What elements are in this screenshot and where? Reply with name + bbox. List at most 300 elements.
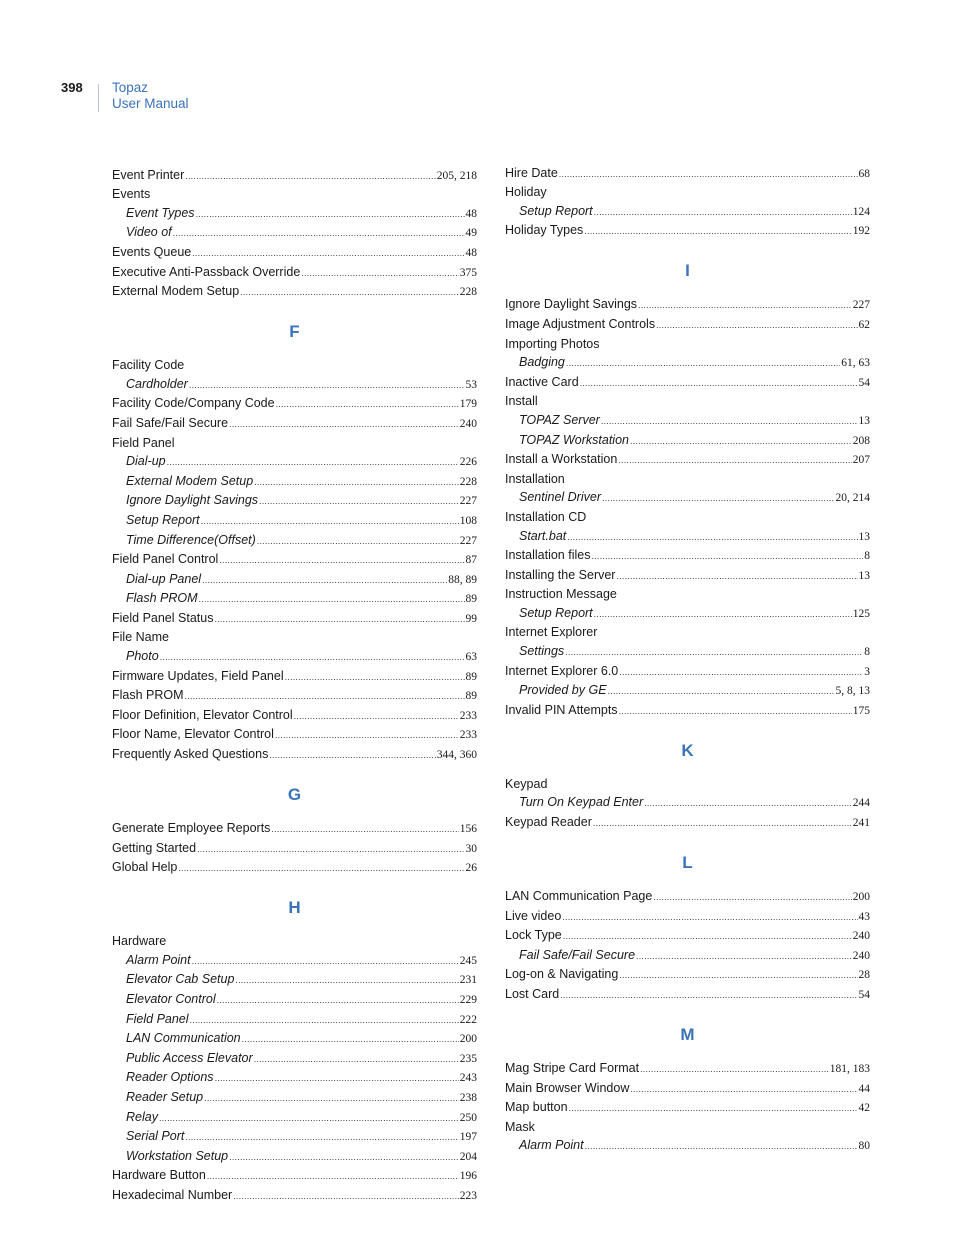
dot-leader — [201, 513, 459, 530]
index-subentry — [112, 1069, 477, 1087]
book-subtitle-line: User Manual — [112, 96, 189, 111]
index-term: Installation CD — [505, 509, 587, 524]
page-reference: 205, 218 — [436, 169, 477, 182]
dot-leader — [608, 683, 835, 700]
index-term: Setup Report — [519, 203, 593, 218]
page-reference: 43 — [858, 910, 870, 923]
index-subentry — [112, 1148, 477, 1166]
page-reference: 204 — [459, 1150, 477, 1163]
book-title — [112, 80, 189, 112]
page-reference: 175 — [852, 704, 870, 717]
index-subentry — [505, 947, 870, 965]
dot-leader — [192, 953, 459, 970]
page-reference: 240 — [852, 930, 870, 943]
index-term: Internet Explorer 6.0 — [505, 663, 619, 678]
page-header — [0, 0, 954, 140]
dot-leader — [602, 490, 835, 507]
index-letter-heading: K — [681, 740, 694, 760]
index-term: Time Difference(Offset) — [126, 532, 256, 547]
dot-leader — [618, 452, 851, 469]
index-letter-heading: H — [288, 898, 301, 918]
dot-leader — [185, 688, 465, 705]
index-subentry — [112, 512, 477, 530]
dot-leader — [229, 1149, 459, 1166]
dot-leader — [192, 245, 464, 262]
page-reference: 13 — [858, 569, 870, 582]
index-entry — [505, 776, 870, 793]
index-term: Global Help — [112, 860, 178, 875]
index-term: Installation files — [505, 548, 591, 563]
index-entry — [505, 547, 870, 565]
dot-leader — [566, 355, 840, 372]
index-subentry — [112, 453, 477, 471]
index-term: Alarm Point — [519, 1138, 584, 1153]
page-reference: 197 — [459, 1131, 477, 1144]
page-reference: 200 — [852, 891, 870, 904]
page-reference: 250 — [459, 1111, 477, 1124]
index-entry — [505, 1060, 870, 1078]
dot-leader — [254, 474, 459, 491]
index-term: Flash PROM — [112, 688, 184, 703]
dot-leader — [217, 992, 459, 1009]
index-subentry — [505, 643, 870, 661]
index-column-right — [505, 163, 870, 1155]
index-term: Event Printer — [112, 167, 185, 182]
dot-leader — [275, 727, 459, 744]
dot-leader — [242, 1031, 459, 1048]
index-term: Floor Name, Elevator Control — [112, 727, 274, 742]
dot-leader — [630, 433, 852, 450]
index-entry — [112, 726, 477, 744]
page-reference: 227 — [459, 534, 477, 547]
page-reference: 61, 63 — [841, 357, 870, 370]
index-entry — [505, 509, 870, 526]
page-number: 398 — [61, 80, 83, 95]
index-term: Start.bat — [519, 528, 567, 543]
index-entry — [112, 244, 477, 262]
index-entry — [112, 1167, 477, 1185]
dot-leader — [638, 297, 852, 314]
page-reference: 124 — [852, 205, 870, 218]
index-subentry — [112, 492, 477, 510]
page-reference: 228 — [459, 286, 477, 299]
index-entry — [505, 814, 870, 832]
page-reference: 49 — [465, 227, 477, 240]
index-entry — [505, 316, 870, 334]
dot-leader — [562, 909, 857, 926]
index-term: Lost Card — [505, 987, 560, 1001]
index-entry — [112, 1187, 477, 1205]
index-term: Sentinel Driver — [519, 490, 601, 505]
index-term: Hardware — [112, 934, 167, 949]
index-letter-heading: G — [287, 785, 302, 805]
page-reference: 48 — [465, 246, 477, 259]
index-term: Setup Report — [519, 605, 593, 620]
page-reference: 240 — [459, 417, 477, 430]
index-term: Alarm Point — [126, 952, 191, 967]
index-entry — [505, 165, 870, 183]
index-term: Badging — [519, 355, 565, 370]
index-term: Reader Setup — [126, 1089, 204, 1104]
dot-leader — [560, 987, 857, 1004]
page-reference: 28 — [858, 969, 870, 982]
dot-leader — [644, 795, 852, 812]
index-entry — [505, 393, 870, 410]
index-entry — [505, 296, 870, 314]
index-entry — [112, 167, 477, 185]
dot-leader — [569, 1100, 858, 1117]
dot-leader — [199, 591, 465, 608]
dot-leader — [235, 972, 458, 989]
index-term: Field Panel — [112, 435, 175, 450]
index-term: Workstation Setup — [126, 1148, 229, 1163]
dot-leader — [190, 1012, 459, 1029]
page-reference: 54 — [858, 376, 870, 389]
dot-leader — [294, 708, 459, 725]
dot-leader — [594, 204, 852, 221]
index-subentry — [112, 1089, 477, 1107]
index-term: LAN Communication — [126, 1031, 241, 1046]
index-term: TOPAZ Server — [519, 412, 600, 427]
index-entry — [505, 567, 870, 585]
index-letter-heading: F — [289, 322, 300, 342]
index-term: Elevator Control — [126, 992, 216, 1006]
page-reference: 13 — [858, 414, 870, 427]
dot-leader — [185, 168, 435, 185]
dot-leader — [207, 1168, 459, 1185]
page-reference: 229 — [459, 994, 477, 1006]
dot-leader — [269, 747, 435, 764]
index-entry — [505, 184, 870, 201]
index-term: External Modem Setup — [126, 473, 254, 488]
index-term: Public Access Elevator — [126, 1050, 253, 1065]
dot-leader — [233, 1188, 459, 1205]
index-entry — [112, 668, 477, 686]
index-entry — [505, 908, 870, 926]
index-term: External Modem Setup — [112, 284, 240, 299]
index-term: Video of — [126, 225, 172, 240]
index-subentry — [112, 571, 477, 589]
index-subentry — [505, 1137, 870, 1155]
index-entry — [505, 927, 870, 945]
page-reference: 208 — [852, 434, 870, 447]
index-term: Relay — [126, 1109, 158, 1124]
dot-leader — [653, 889, 851, 906]
dot-leader — [640, 1061, 829, 1078]
page-reference: 26 — [465, 862, 477, 875]
index-term: Field Panel — [126, 1011, 189, 1026]
index-subentry — [112, 1030, 477, 1048]
index-term: Events Queue — [112, 244, 192, 259]
index-term: Keypad Reader — [505, 815, 592, 830]
index-entry — [112, 395, 477, 413]
page-reference: 238 — [459, 1091, 477, 1104]
page-reference: 243 — [459, 1072, 477, 1085]
index-entry — [505, 1080, 870, 1098]
index-subentry — [112, 376, 477, 394]
index-entry — [505, 451, 870, 469]
index-term: Serial Port — [126, 1129, 185, 1144]
index-term: Flash PROM — [126, 591, 198, 606]
index-entry — [505, 336, 870, 353]
dot-leader — [219, 552, 464, 569]
page-reference: 5, 8, 13 — [835, 685, 870, 698]
index-entry — [112, 820, 477, 838]
page-reference: 13 — [858, 530, 870, 543]
page-reference: 222 — [459, 1013, 477, 1026]
index-term: Keypad — [505, 776, 548, 791]
page-reference: 200 — [459, 1033, 477, 1046]
index-term: Internet Explorer — [505, 625, 598, 640]
index-subentry — [112, 590, 477, 608]
page-reference: 375 — [459, 266, 477, 279]
page-reference: 62 — [858, 318, 870, 331]
index-term: Events — [112, 187, 151, 202]
index-subentry — [505, 203, 870, 221]
dot-leader — [580, 375, 858, 392]
dot-leader — [189, 377, 465, 394]
index-term: Dial-up Panel — [126, 571, 202, 586]
index-term: Importing Photos — [505, 336, 600, 351]
index-subentry — [505, 354, 870, 372]
index-entry — [505, 1119, 870, 1136]
dot-leader — [197, 841, 464, 858]
index-entry — [505, 222, 870, 240]
dot-leader — [276, 396, 459, 413]
index-term: Inactive Card — [505, 374, 579, 389]
dot-leader — [257, 533, 459, 550]
page-reference: 207 — [852, 454, 870, 467]
page-reference: 241 — [852, 817, 870, 830]
index-subentry — [505, 412, 870, 430]
index-subentry — [112, 1109, 477, 1127]
index-subentry — [505, 794, 870, 812]
index-term: Install — [505, 394, 538, 409]
dot-leader — [619, 703, 852, 720]
index-entry — [112, 629, 477, 646]
dot-leader — [567, 529, 857, 546]
page-reference: 244 — [852, 797, 870, 810]
page-reference: 89 — [465, 670, 477, 683]
index-letter-heading: I — [685, 261, 690, 281]
index-term: Hire Date — [505, 165, 558, 180]
index-term: Elevator Cab Setup — [126, 972, 235, 987]
index-term: Log-on & Navigating — [505, 967, 619, 982]
index-term: Install a Workstation — [505, 452, 618, 467]
page-reference: 235 — [459, 1052, 477, 1065]
index-entry — [112, 435, 477, 452]
dot-leader — [240, 284, 459, 301]
index-term: Mask — [505, 1119, 535, 1134]
index-entry — [505, 663, 870, 681]
page-reference: 223 — [459, 1189, 477, 1202]
index-entry — [112, 859, 477, 877]
index-entry — [112, 610, 477, 628]
dot-leader — [593, 815, 852, 832]
index-term: Fail Safe/Fail Secure — [519, 947, 636, 962]
dot-leader — [616, 568, 857, 585]
page-reference: 228 — [459, 475, 477, 488]
index-entry — [505, 702, 870, 720]
index-subentry — [112, 224, 477, 242]
index-subentry — [505, 605, 870, 623]
index-subentry — [112, 1011, 477, 1029]
dot-leader — [159, 1110, 459, 1127]
page-reference: 240 — [852, 949, 870, 962]
page-reference: 344, 360 — [436, 749, 477, 762]
index-term: Ignore Daylight Savings — [505, 297, 638, 312]
index-term: Main Browser Window — [505, 1080, 630, 1095]
index-entry — [112, 707, 477, 725]
dot-leader — [196, 206, 465, 223]
index-subentry — [112, 473, 477, 491]
dot-leader — [285, 669, 465, 686]
index-subentry — [112, 971, 477, 989]
page-reference: 192 — [852, 225, 870, 238]
page-reference: 233 — [459, 729, 477, 742]
index-entry — [505, 471, 870, 488]
page-reference: 63 — [465, 651, 477, 664]
dot-leader — [636, 948, 852, 965]
index-subentry — [112, 952, 477, 970]
index-term: Live video — [505, 908, 562, 923]
index-term: Map button — [505, 1100, 568, 1115]
dot-leader — [229, 416, 459, 433]
page-reference: 99 — [465, 612, 477, 625]
index-term: Mag Stripe Card Format — [505, 1061, 640, 1075]
index-term: Facility Code/Company Code — [112, 396, 275, 411]
index-entry — [112, 186, 477, 203]
index-entry — [112, 687, 477, 705]
page-reference: 88, 89 — [448, 573, 477, 586]
index-subentry — [112, 1128, 477, 1146]
index-term: Floor Definition, Elevator Control — [112, 707, 293, 722]
index-entry — [505, 624, 870, 641]
dot-leader — [204, 1090, 459, 1107]
index-term: Getting Started — [112, 840, 197, 855]
index-term: Field Panel Control — [112, 552, 219, 567]
index-entry — [505, 1099, 870, 1117]
index-letter-heading: M — [680, 1025, 695, 1044]
dot-leader — [214, 611, 464, 628]
index-subentry — [112, 1050, 477, 1068]
index-term: Reader Options — [126, 1070, 214, 1085]
dot-leader — [601, 413, 858, 430]
page-reference: 179 — [459, 398, 477, 411]
index-term: Executive Anti-Passback Override — [112, 264, 301, 279]
page-reference: 8 — [864, 646, 870, 659]
index-term: Firmware Updates, Field Panel — [112, 668, 284, 683]
page-reference: 108 — [459, 514, 477, 527]
index-term: Field Panel Status — [112, 610, 214, 625]
index-term: LAN Communication Page — [505, 889, 653, 904]
index-term: Installing the Server — [505, 567, 616, 582]
page-reference: 8 — [864, 550, 870, 563]
page-reference: 68 — [858, 167, 870, 180]
index-entry — [112, 551, 477, 569]
page-reference: 226 — [459, 456, 477, 469]
dot-leader — [619, 967, 857, 984]
page-reference: 227 — [459, 495, 477, 508]
index-term: Instruction Message — [505, 587, 617, 602]
index-entry — [505, 888, 870, 906]
dot-leader — [271, 821, 458, 838]
page-reference: 53 — [465, 378, 477, 391]
page-reference: 89 — [465, 593, 477, 606]
index-term: Setup Report — [126, 512, 200, 527]
page-reference: 20, 214 — [835, 492, 870, 505]
page-reference: 3 — [864, 665, 870, 678]
page-reference: 54 — [858, 989, 870, 1001]
index-entry — [112, 840, 477, 858]
header-divider — [98, 84, 99, 112]
index-entry — [112, 415, 477, 433]
index-entry — [505, 986, 870, 1004]
index-entry — [505, 966, 870, 984]
dot-leader — [630, 1081, 857, 1098]
index-entry — [505, 586, 870, 603]
dot-leader — [585, 1138, 858, 1155]
index-entry — [112, 264, 477, 282]
page-reference: 245 — [459, 954, 477, 967]
index-term: Image Adjustment Controls — [505, 316, 656, 331]
index-term: Hardware Button — [112, 1168, 206, 1183]
page-reference: 125 — [852, 607, 870, 620]
dot-leader — [594, 606, 852, 623]
index-subentry — [112, 532, 477, 550]
index-term: Holiday Types — [505, 223, 584, 238]
index-subentry — [112, 648, 477, 666]
index-term: Installation — [505, 471, 565, 486]
index-term: TOPAZ Workstation — [519, 432, 629, 447]
index-term: Cardholder — [126, 376, 188, 391]
page-reference: 87 — [465, 554, 477, 567]
index-term: Provided by GE — [519, 683, 607, 698]
dot-leader — [559, 166, 858, 183]
dot-leader — [254, 1051, 459, 1068]
index-subentry — [112, 991, 477, 1009]
page-reference: 231 — [459, 974, 477, 987]
page-reference: 181, 183 — [829, 1063, 870, 1075]
index-term: Invalid PIN Attempts — [505, 702, 618, 717]
page-reference: 48 — [465, 207, 477, 220]
dot-leader — [584, 223, 851, 240]
index-term: Facility Code — [112, 358, 185, 373]
index-letter-heading: L — [682, 853, 693, 873]
index-term: Fail Safe/Fail Secure — [112, 415, 229, 430]
dot-leader — [167, 454, 459, 471]
dot-leader — [202, 572, 447, 589]
index-term: Generate Employee Reports — [112, 821, 271, 836]
index-entry — [112, 283, 477, 301]
index-subentry — [505, 489, 870, 507]
dot-leader — [178, 860, 464, 877]
page-reference: 44 — [858, 1082, 870, 1095]
page-reference: 196 — [459, 1170, 477, 1183]
index-term: Lock Type — [505, 928, 562, 943]
index-term: Dial-up — [126, 454, 166, 469]
dot-leader — [565, 644, 863, 661]
index-entry — [505, 374, 870, 392]
index-subentry — [505, 682, 870, 700]
index-term: Ignore Daylight Savings — [126, 493, 259, 508]
page-reference: 156 — [459, 823, 477, 836]
index-subentry — [112, 205, 477, 223]
index-term: Hexadecimal Number — [112, 1187, 233, 1202]
index-subentry — [505, 528, 870, 546]
dot-leader — [185, 1129, 458, 1146]
index-term: Turn On Keypad Enter — [519, 795, 644, 810]
